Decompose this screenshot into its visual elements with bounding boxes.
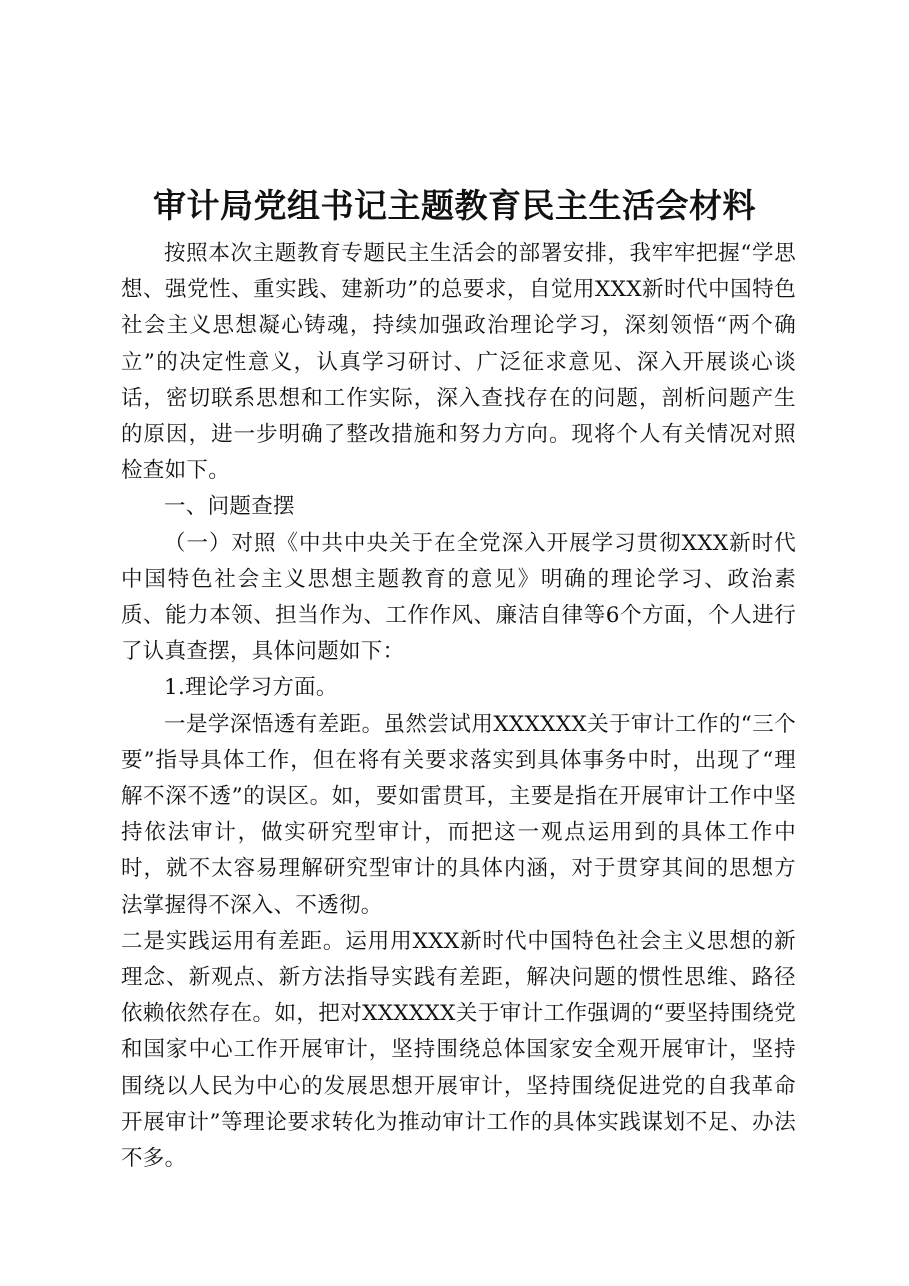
point-one-paragraph: 一是学深悟透有差距。虽然尝试用XXXXXX关于审计工作的“三个要”指导具体工作，但在将有关要求落实到具体事务中时，出现了“理解不深不透”的误区。如，要如雷贯耳，主要是指在开展审计工作中坚持依法审计，做实研究型审计，而把这一观点运用到的具体工作中时，就不太容易理解研究型审计的具体内涵，对于贯穿其间的思想方法掌握得不深入、不透彻。 [121, 711, 796, 918]
item-heading-theory-study: 1.理论学习方面。 [164, 675, 338, 701]
document-body [121, 236, 796, 1177]
document-title: 审计局党组书记主题教育民主生活会材料 [153, 186, 756, 225]
subsection-paragraph: （一）对照《中共中央关于在全党深入开展学习贯彻XXX新时代中国特色社会主义思想主题教育的意见》明确的理论学习、政治素质、能力本领、担当作为、工作作风、廉洁自律等6个方面，个人进行了认真查摆，具体问题如下： [121, 530, 796, 665]
point-two-paragraph: 二是实践运用有差距。运用用XXX新时代中国特色社会主义思想的新理念、新观点、新方法指导实践有差距，解决问题的惯性思维、路径依赖依然存在。如，把对XXXXXX关于审计工作强调的“要坚持围绕党和国家中心工作开展审计，坚持围绕总体国家安全观开展审计，坚持围绕以人民为中心的发展思想开展审计，坚持围绕促进党的自我革命开展审计”等理论要求转化为推动审计工作的具体实践谋划不足、办法不多。 [121, 928, 796, 1172]
section-heading-problems: 一、问题查摆 [164, 494, 295, 520]
intro-paragraph: 按照本次主题教育专题民主生活会的部署安排，我牢牢把握“学思想、强党性、重实践、建新功”的总要求，自觉用XXX新时代中国特色社会主义思想凝心铸魂，持续加强政治理论学习，深刻领悟“两个确立”的决定性意义，认真学习研讨、广泛征求意见、深入开展谈心谈话，密切联系思想和工作实际，深入查找存在的问题，剖析问题产生的原因，进一步明确了整改措施和努力方向。现将个人有关情况对照检查如下。 [121, 241, 796, 484]
